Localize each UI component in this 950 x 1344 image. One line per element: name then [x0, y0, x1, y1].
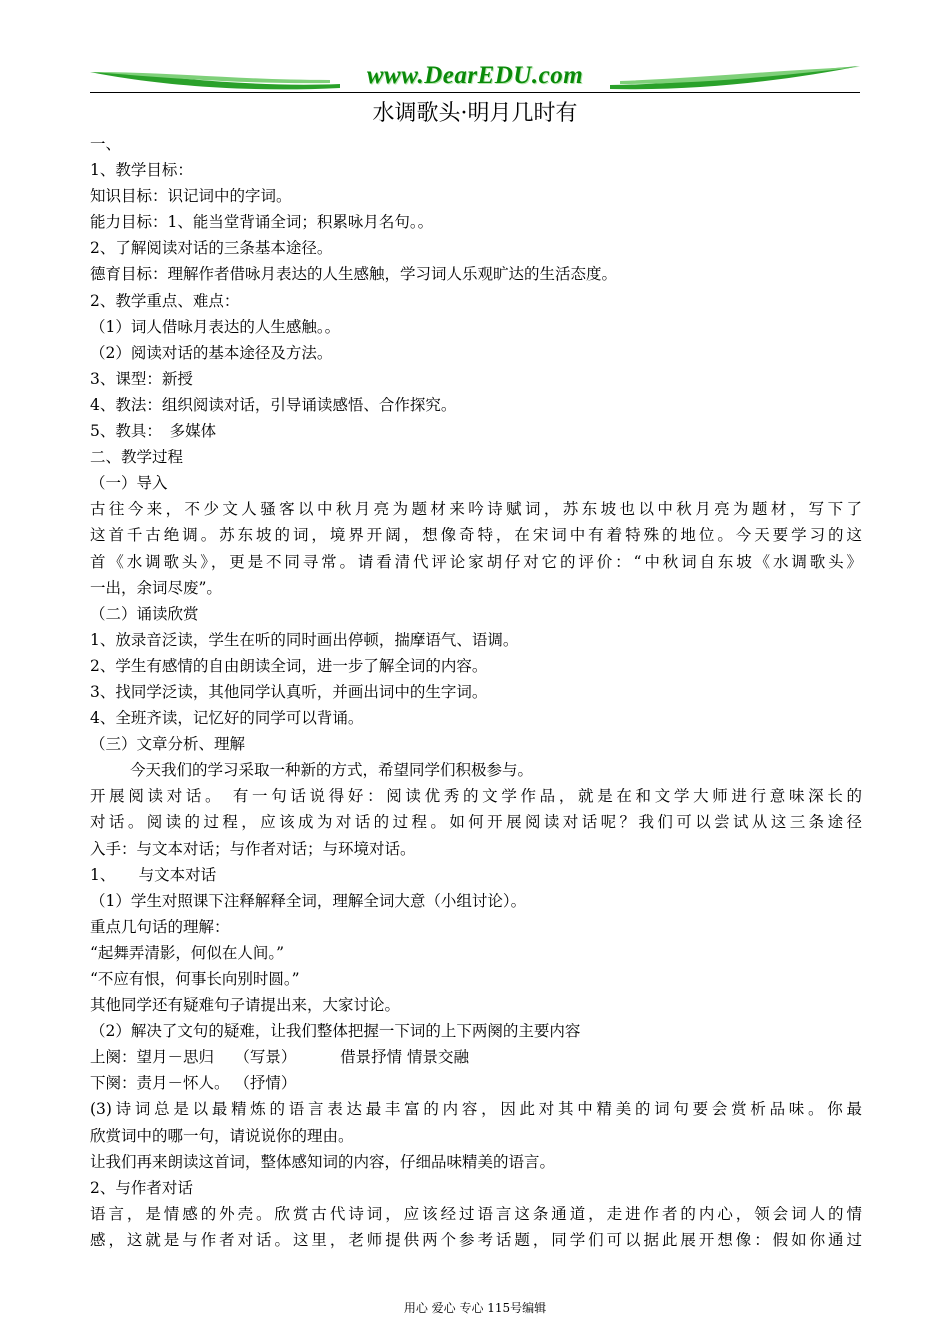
- text-line: 能力目标：1、能当堂背诵全词；积累咏月名句。。: [90, 213, 434, 232]
- text-line: 德育目标：理解作者借咏月表达的人生感触，学习词人乐观旷达的生活态度。: [90, 265, 618, 284]
- text-line: 其他同学还有疑难句子请提出来，大家讨论。: [90, 996, 401, 1015]
- site-logo: www.DearEDU.com: [366, 62, 584, 89]
- text-line: （二）诵读欣赏: [90, 604, 199, 623]
- document-body: [90, 131, 862, 1253]
- text-line: “起舞弄清影，何似在人间。”: [90, 943, 285, 962]
- text-line: 语言，是情感的外壳。欣赏古代诗词，应该经过语言这条通道，走进作者的内心，领会词人的情: [90, 1204, 862, 1223]
- text-line: 知识目标：识记词中的字词。: [90, 187, 292, 206]
- text-line: 开展阅读对话。 有一句话说得好：阅读优秀的文学作品，就是在和文学大师进行意味深长的: [90, 787, 862, 806]
- text-line: 3、找同学泛读，其他同学认真听，并画出词中的生字词。: [90, 682, 488, 701]
- text-line: 这首千古绝调。苏东坡的词，境界开阔，想像奇特，在宋词中有着特殊的地位。今天要学习的这: [90, 526, 862, 545]
- text-line: 2、学生有感情的自由朗读全词，进一步了解全词的内容。: [90, 656, 488, 675]
- text-line: 感，这就是与作者对话。这里，老师提供两个参考话题，同学们可以据此展开想像：假如你通过: [90, 1230, 862, 1249]
- text-line: （三）文章分析、理解: [90, 735, 246, 754]
- text-line: 1、 与文本对话: [90, 865, 217, 884]
- text-line: 2、教学重点、难点：: [90, 291, 240, 310]
- text-line: （一）导入: [90, 474, 168, 493]
- text-line: 3、课型：新授: [90, 369, 193, 388]
- text-line: 对话。阅读的过程，应该成为对话的过程。如何开展阅读对话呢？我们可以尝试从这三条途径: [90, 813, 862, 832]
- text-line: 1、教学目标：: [90, 161, 193, 180]
- text-line: 欣赏词中的哪一句，请说说你的理由。: [90, 1126, 354, 1145]
- text-line: （1）词人借咏月表达的人生感触。。: [90, 317, 341, 336]
- text-line: （2）解决了文句的疑难，让我们整体把握一下词的上下两阕的主要内容: [90, 1022, 581, 1041]
- text-line: 4、教法：组织阅读对话，引导诵读感悟、合作探究。: [90, 395, 457, 414]
- text-line: 2、了解阅读对话的三条基本途径。: [90, 239, 333, 258]
- text-line: 重点几句话的理解：: [90, 917, 230, 936]
- text-line: 入手：与文本对话；与作者对话；与环境对话。: [90, 839, 416, 858]
- text-line: 2、与作者对话: [90, 1178, 193, 1197]
- text-line: 首《水调歌头》，更是不同寻常。请看清代评论家胡仔对它的评价：“中秋词自东坡《水调歌头》: [90, 552, 862, 571]
- text-line: 让我们再来朗读这首词，整体感知词的内容，仔细品味精美的语言。: [90, 1152, 556, 1171]
- text-line: 下阕：责月－怀人。 （抒情）: [90, 1074, 297, 1093]
- text-line: 今天我们的学习采取一种新的方式，希望同学们积极参与。: [130, 761, 534, 780]
- text-line: “不应有恨，何事长向别时圆。”: [90, 970, 300, 988]
- text-line: 古往今来，不少文人骚客以中秋月亮为题材来吟诗赋词，苏东坡也以中秋月亮为题材，写下了: [90, 500, 862, 519]
- text-line: 二、教学过程: [90, 448, 184, 467]
- text-line: （2）阅读对话的基本途径及方法。: [90, 343, 333, 362]
- text-line: （1）学生对照课下注释解释全词，理解全词大意（小组讨论）。: [90, 891, 527, 910]
- text-line: 一出，余词尽废”。: [90, 578, 222, 597]
- page-footer: 用心 爱心 专心 115号编辑: [403, 1301, 547, 1315]
- text-line: (3)诗词总是以最精炼的语言表达最丰富的内容，因此对其中精美的词句要会赏析品味。你最: [90, 1100, 862, 1119]
- text-line: 一、: [90, 135, 122, 153]
- header-divider: [90, 92, 860, 93]
- text-line: 4、全班齐读，记忆好的同学可以背诵。: [90, 709, 364, 728]
- text-line: 上阕：望月－思归 （写景） 借景抒情 情景交融: [90, 1048, 470, 1067]
- text-line: 1、放录音泛读，学生在听的同时画出停顿，揣摩语气、语调。: [90, 630, 519, 649]
- text-line: 5、教具： 多媒体: [90, 422, 217, 441]
- document-title: 水调歌头·明月几时有: [372, 101, 578, 126]
